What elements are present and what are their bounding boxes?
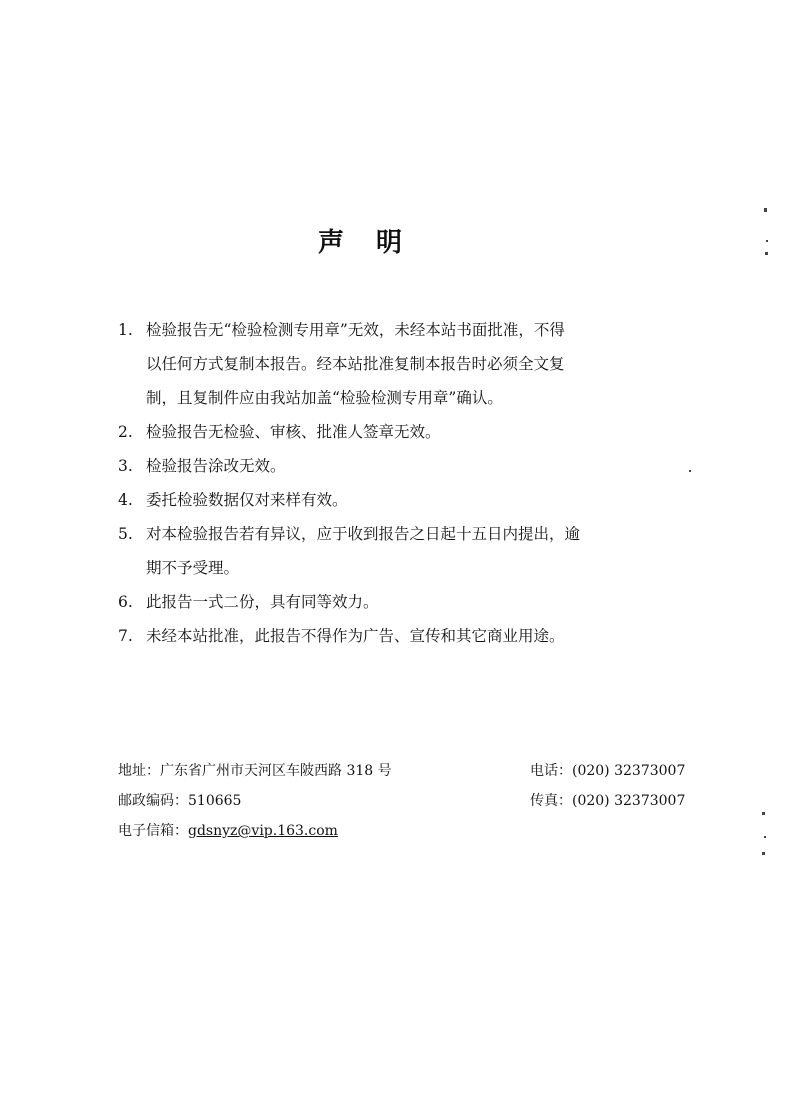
scan-speck <box>689 470 691 472</box>
item-number: 3. <box>118 457 133 475</box>
item-line: 检验报告无“检验检测专用章”无效，未经本站书面批准，不得 <box>146 321 565 339</box>
item-number: 6. <box>118 593 133 611</box>
item-number: 7. <box>118 627 133 645</box>
item-line: 委托检验数据仅对来样有效。 <box>146 491 348 509</box>
scan-speck <box>764 836 766 838</box>
email-row <box>118 821 338 841</box>
page-title: 声明 <box>318 228 435 258</box>
item-line: 检验报告涂改无效。 <box>146 457 286 475</box>
item-number: 2. <box>118 423 133 441</box>
email-label: 电子信箱： <box>118 823 188 839</box>
list-item <box>118 449 678 483</box>
item-number: 1. <box>118 321 133 339</box>
item-line: 期不予受理。 <box>146 559 240 577</box>
scan-speck <box>765 252 768 255</box>
item-line: 以任何方式复制本报告。经本站批准复制本报告时必须全文复 <box>146 355 565 373</box>
item-line: 此报告一式二份，具有同等效力。 <box>146 593 379 611</box>
fax: 传真：(020) 32373007 <box>530 793 686 809</box>
phone: 电话：(020) 32373007 <box>530 763 686 779</box>
list-item <box>118 517 678 585</box>
postcode: 邮政编码：510665 <box>118 793 242 809</box>
item-line: 未经本站批准，此报告不得作为广告、宣传和其它商业用途。 <box>146 627 565 645</box>
list-item <box>118 415 678 449</box>
list-item <box>118 483 678 517</box>
address: 地址：广东省广州市天河区车陂西路 318 号 <box>118 763 392 779</box>
item-line: 对本检验报告若有异议，应于收到报告之日起十五日内提出，逾 <box>146 525 581 543</box>
item-number: 4. <box>118 491 133 509</box>
scan-speck <box>762 812 765 815</box>
list-item <box>118 585 678 619</box>
item-number: 5. <box>118 525 133 543</box>
scan-speck <box>764 208 767 212</box>
item-line: 制，且复制件应由我站加盖“检验检测专用章”确认。 <box>146 389 503 407</box>
item-line: 检验报告无检验、审核、批准人签章无效。 <box>146 423 441 441</box>
list-item <box>118 313 678 415</box>
declaration-list <box>118 313 678 653</box>
scan-speck <box>766 240 768 242</box>
email-link[interactable]: gdsnyz@vip.163.com <box>188 823 338 839</box>
list-item <box>118 619 678 653</box>
scan-speck <box>762 852 765 855</box>
